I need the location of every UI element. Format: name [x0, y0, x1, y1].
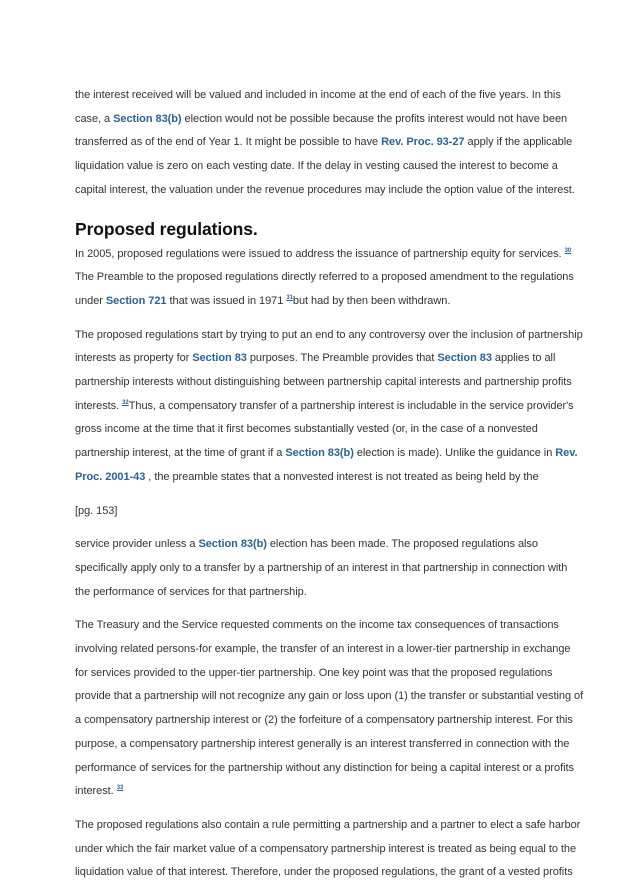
paragraph-safe-harbor: The proposed regulations also contain a rule permitting a partnership and a partner to elect a safe harbor under which the fair market value of a compensatory partnership interest is treated as being equal to the liquidation value of that interest. Therefore, under the proposed regulations, the grant of a vested profits	[75, 818, 581, 879]
paragraph-service-provider: service provider unless a Section 83(b) election has been made. The proposed regulations also specifically apply only to a transfer by a partnership of an interest in that partnership in connection with the performance of services for that partnership.	[75, 538, 568, 598]
section-83-link[interactable]: Section 83	[192, 352, 247, 365]
paragraph-intro: the interest received will be valued and included in income at the end of each of the five years. In this case, a Section 83(b) election would not be possible because the profits interest would not have been transferred as of the end of Year 1. It might be possible to have Rev. Proc. 93-27 apply if the applicable liquidation value is zero on each vesting date. If the delay in vesting caused the interest to become a capital interest, the valuation under the revenue procedures may include the option value of the interest.	[75, 89, 575, 196]
footnote-33-link[interactable]: 33	[116, 785, 124, 792]
section-83-link-2[interactable]: Section 83	[437, 352, 492, 365]
paragraph-controversy: The proposed regulations start by trying to put an end to any controversy over the inclusion of partnership interests as property for Section 83 purposes. The Preamble provides that Section 83 applies to all partnership interests without distinguishing between partnership capital interests and partnership profits interests. $^{32}$Thus, a compensatory transfer of a partnership interest is includable in the service provider's gross income at the time that it first becomes substantially vested (or, in the case of a nonvested partnership interest, at the time of grant if a Section 83(b) election is made). Unlike the guidance in Rev. Proc. 2001-43 , the preamble states that a nonvested interest is not treated as being held by the	[75, 328, 583, 483]
rev-proc-93-27-link[interactable]: Rev. Proc. 93-27	[381, 136, 465, 149]
section-heading: Proposed regulations.	[75, 218, 258, 239]
document-body	[75, 84, 584, 895]
section-83b-link-3[interactable]: Section 83(b)	[198, 538, 267, 551]
footnote-30-link[interactable]: 30	[564, 247, 572, 254]
section-83b-link-2[interactable]: Section 83(b)	[285, 447, 354, 460]
section-721-link[interactable]: Section 721	[105, 294, 167, 307]
rev-proc-2001-43-link[interactable]: Rev.	[555, 447, 578, 460]
paragraph-treasury-comments: The Treasury and the Service requested comments on the income tax consequences of transactions involving related persons-for example, the transfer of an interest in a lower-tier partnership in exchange for services provided to the upper-tier partnership. One key point was that the proposed regulations provide that a partnership will not recognize any gain or loss upon (1) the transfer or substantial vesting of a compensatory partnership interest or (2) the forfeiture of a compensatory partnership interest. For this purpose, a compensatory partnership interest generally is an interest transferred in connection with the performance of services for the partnership without any distinction for being a capital interest or a profits interest. $^{33}$	[75, 619, 584, 798]
page-marker: [pg. 153]	[75, 504, 118, 517]
section-83b-link[interactable]: Section 83(b)	[113, 112, 182, 125]
paragraph-2005-regulations: In 2005, proposed regulations were issued to address the issuance of partnership equity for services. $^{30}$ The Preamble to the proposed regulations directly referred to a proposed amendment to the regulations under Section 721 that was issued in 1971 $^{31}$but had by then been withdrawn.	[75, 247, 574, 307]
footnote-31-link[interactable]: 31	[286, 294, 293, 301]
rev-proc-2001-43-link-cont[interactable]: Proc. 2001-43	[75, 470, 146, 483]
footnote-32-link[interactable]: 32	[122, 399, 129, 406]
